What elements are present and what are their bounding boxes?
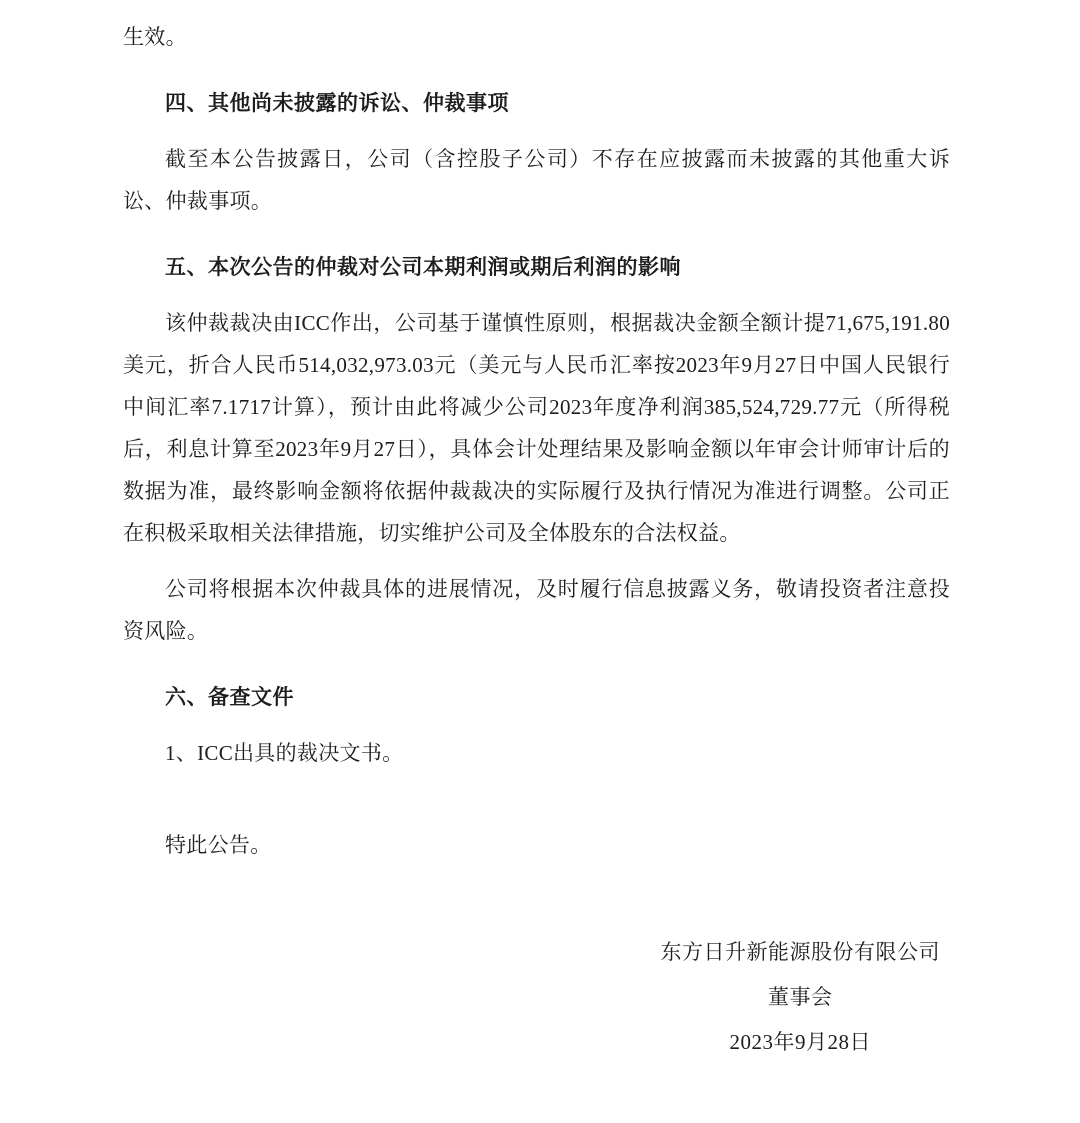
carryover-line: 生效。 xyxy=(123,25,187,49)
closing-line: 特此公告。 xyxy=(165,833,272,857)
section-6-paragraph-1: 1、ICC出具的裁决文书。 xyxy=(165,741,404,765)
signature-date: 2023年9月28日 xyxy=(729,1030,871,1054)
section-4-paragraph-1: 截至本公告披露日，公司（含控股子公司）不存在应披露而未披露的其他重大诉讼、仲裁事项。 xyxy=(123,147,950,213)
signature-board: 董事会 xyxy=(768,985,833,1009)
signature-block xyxy=(661,930,941,1065)
section-heading-5: 五、本次公告的仲裁对公司本期利润或期后利润的影响 xyxy=(165,255,681,279)
section-heading-6: 六、备查文件 xyxy=(165,685,294,709)
section-5-paragraph-2: 公司将根据本次仲裁具体的进展情况，及时履行信息披露义务，敬请投资者注意投资风险。 xyxy=(123,577,950,643)
signature-company: 东方日升新能源股份有限公司 xyxy=(660,940,940,964)
section-heading-4: 四、其他尚未披露的诉讼、仲裁事项 xyxy=(165,91,509,115)
section-5-paragraph-1: 该仲裁裁决由ICC作出，公司基于谨慎性原则，根据裁决金额全额计提71,675,191.80美元，折合人民币514,032,973.03元（美元与人民币汇率按2023年9月27日中国人民银行中间汇率7.1717计算），预计由此将减少公司2023年度净利润385,524,729.77元（所得税后，利息计算至2023年9月27日），具体会计处理结果及影响金额以年审会计师审计后的数据为准，最终影响金额将依据仲裁裁决的实际履行及执行情况为准进行调整。公司正在积极采取相关法律措施，切实维护公司及全体股东的合法权益。 xyxy=(123,311,950,545)
